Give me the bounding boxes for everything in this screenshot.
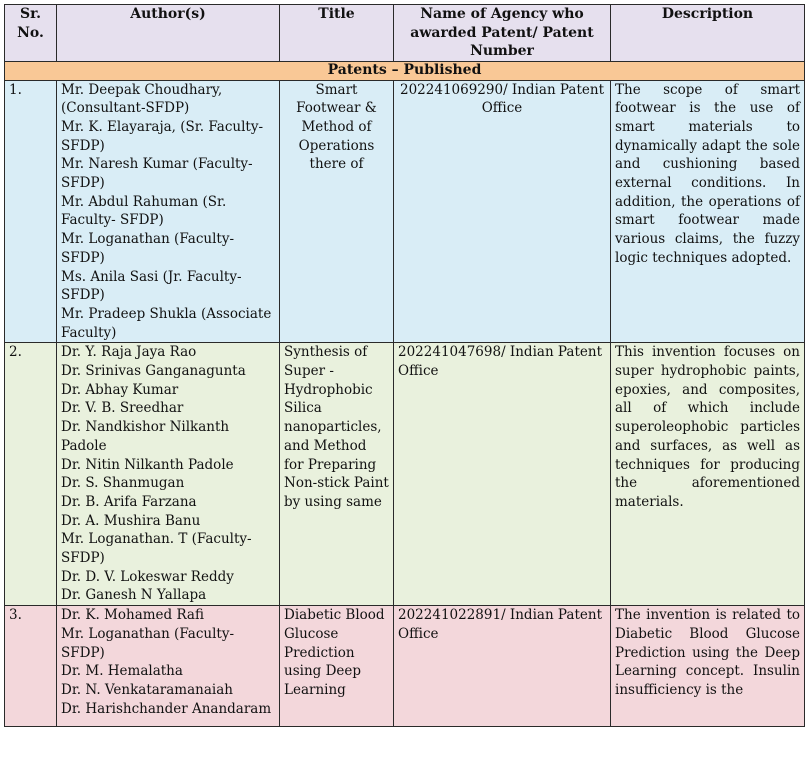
header-description: Description [611,5,805,62]
row-title: Diabetic Blood Glucose Prediction using Deep Learning [280,606,394,727]
row-authors [57,606,280,727]
author-name: Mr. Deepak Choudhary, (Consultant-SFDP) [61,81,223,117]
row-sr-no: 1. [5,80,57,343]
row-title: Synthesis of Super - Hydrophobic Silica nanoparticles, and Method for Preparing Non-stick Paint by using same [280,343,394,606]
patents-table [4,4,805,727]
author-name: Dr. Ganesh N Yallapa [61,587,207,604]
author-name: Dr. K. Mohamed Rafi [61,607,204,624]
row-title: Smart Footwear & Method of Operations there of [280,80,394,343]
author-name: Dr. Harishchander Anandaram [61,700,272,717]
author-name: Ms. Anila Sasi (Jr. Faculty- SFDP) [61,268,242,304]
author-name: Dr. S. Shanmugan [61,475,185,492]
row-sr-no: 2. [5,343,57,606]
author-name: Dr. Nandkishor Nilkanth Padole [61,419,230,454]
row-authors [57,343,280,606]
row-description-text: The invention is related to Diabetic Blood Glucose Prediction using the Deep Learning concept. Insulin insufficiency is the [615,607,800,698]
author-name: Dr. Abhay Kumar [61,381,179,398]
author-name: Mr. Loganathan (Faculty-SFDP) [61,231,235,266]
author-name: Dr. V. B. Sreedhar [61,400,184,417]
author-name: Mr. K. Elayaraja, (Sr. Faculty- SFDP) [61,118,264,154]
author-name: Dr. Y. Raja Jaya Rao [61,344,197,361]
row-agency: 202241047698/ Indian Patent Office [394,343,611,606]
author-name: Dr. Srinivas Ganganagunta [61,363,246,380]
row-sr-no: 3. [5,606,57,727]
section-row [5,61,805,80]
header-sr-no: Sr. No. [5,5,57,62]
row-agency: 202241069290/ Indian Patent Office [394,80,611,343]
header-agency: Name of Agency who awarded Patent/ Patent Number [394,5,611,62]
row-authors [57,80,280,343]
row-agency: 202241022891/ Indian Patent Office [394,606,611,727]
table-row [5,343,805,606]
header-row [5,5,805,62]
table-row [5,80,805,343]
author-name: Mr. Naresh Kumar (Faculty- SFDP) [61,156,253,192]
author-name: Dr. A. Mushira Banu [61,512,201,529]
author-name: Mr. Pradeep Shukla (Associate Faculty) [61,305,272,341]
author-name: Dr. D. V. Lokeswar Reddy [61,568,234,585]
author-name: Mr. Loganathan (Faculty-SFDP) [61,625,235,661]
row-description [611,606,805,727]
header-title: Title [280,5,394,62]
author-name: Mr. Abdul Rahuman (Sr. Faculty- SFDP) [61,193,227,229]
author-name: Dr. Nitin Nilkanth Padole [61,456,234,473]
author-name: Mr. Loganathan. T (Faculty- SFDP) [61,531,252,567]
section-title: Patents – Published [5,61,805,80]
author-name: Dr. M. Hemalatha [61,663,183,680]
row-description: This invention focuses on super hydrophobic paints, epoxies, and composites, all of which include superoleophobic particles and surfaces, as well as techniques for producing the aforementioned materials. [611,343,805,606]
author-name: Dr. N. Venkataramanaiah [61,682,233,698]
header-authors: Author(s) [57,5,280,62]
table-row [5,606,805,727]
row-description: The scope of smart footwear is the use of smart materials to dynamically adapt the sole and cushioning based external conditions. In addition, the operations of smart footwear made various claims, the fuzzy logic techniques adopted. [611,80,805,343]
author-name: Dr. B. Arifa Farzana [61,493,197,510]
